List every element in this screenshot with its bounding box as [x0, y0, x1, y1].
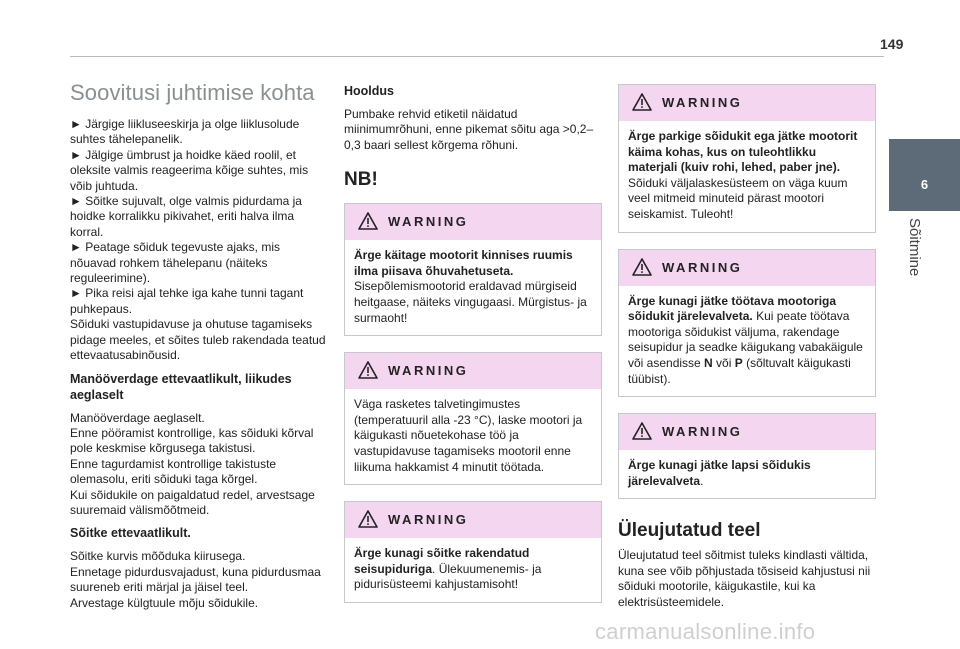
warning-triangle-icon [632, 258, 652, 276]
nb-heading: NB! [344, 169, 378, 191]
column-1 [70, 80, 328, 611]
careful-line: Ennetage pidurdusvajadust, kuna pidurdusmaa suureneb eriti märjal ja jäisel teel. [70, 564, 321, 595]
warning-text: Sisepõlemismootorid eraldavad mürgiseid heitgaase, näiteks vingugaasi. Mürgistus- ja surmaoht! [354, 279, 587, 325]
warning-text: (sõltuvalt käigukasti tüübist). [628, 355, 851, 386]
watermark: carmanualsonline.info [595, 619, 816, 644]
chapter-number: 6 [920, 177, 929, 192]
intro-line: ► Sõitke sujuvalt, olge valmis pidurdama ja hoidke korralikku pikivahet, eriti halva ilma korral. [70, 194, 302, 239]
section-title: Soovitusi juhtimise kohta [70, 80, 315, 105]
warning-box-ventilation [344, 203, 602, 336]
warning-label: WARNING [662, 424, 743, 440]
maneuver-line: Manööverdage aeglaselt. [70, 410, 205, 425]
warning-triangle-icon [358, 212, 378, 230]
warning-triangle-icon [358, 510, 378, 528]
maneuver-line: Enne tagurdamist kontrollige takistuste olemasolu, eriti sõiduki taga kõrgel. [70, 456, 277, 487]
warning-text: Kui peate töötava mootoriga sõidukist väljuma, rakendage seisupidur ja seadke käigukang vabakäigule või asendisse [628, 309, 863, 370]
warning-label: WARNING [388, 363, 469, 379]
warning-text: . [700, 473, 704, 488]
warning-bold-text: Ärge kunagi jätke lapsi sõidukis järelevalveta [628, 458, 811, 488]
warning-bold-text: Ärge kunagi sõitke rakendatud seisupiduriga [354, 546, 530, 576]
warning-header [619, 414, 875, 450]
flooded-road-heading: Üleujutatud teel [618, 520, 761, 542]
warning-box-fire [618, 84, 876, 233]
warning-bold-text: Ärge kunagi jätke töötava mootoriga sõidukit järelevalveta. [628, 293, 837, 324]
flooded-road-text: Üleujutatud teel sõitmist tuleks kindlasti vältida, kuna see võib põhjustada tõsiseid kahjustusi nii sõiduki mootorile, käigukastile, kui ka elektrisüsteemidele. [618, 548, 871, 609]
warning-box-children [618, 413, 876, 499]
warning-label: WARNING [662, 95, 743, 110]
warning-triangle-icon [632, 93, 652, 111]
warning-triangle-icon [632, 422, 652, 440]
chapter-label: Sõitmine [906, 218, 923, 277]
subheading-careful: Sõitke ettevaatlikult. [70, 526, 191, 541]
warning-header [345, 502, 601, 538]
gear-n-label: N [704, 355, 713, 370]
maneuver-line: Kui sõidukile on paigaldatud redel, arvestsage suuremaid välismõõtmeid. [70, 487, 315, 517]
warning-box-parking-brake [344, 501, 602, 603]
warning-label: WARNING [662, 259, 743, 275]
warning-triangle-icon [358, 361, 378, 379]
warning-header [619, 250, 875, 286]
warning-label: WARNING [388, 512, 469, 528]
subheading-maneuver: Manööverdage ettevaatlikult, liikudes aeglaselt [70, 371, 292, 402]
page-number: 149 [880, 36, 904, 52]
warning-header [345, 204, 601, 240]
gear-p-label: P [734, 355, 743, 370]
intro-line: ► Jälgige ümbrust ja hoidke käed roolil, et oleksite valmis reageerima kõige suhtes, mis võib juhtuda. [70, 147, 309, 193]
intro-line: ► Järgige liikluseeskirja ja olge liiklusolude suhtes tähelepanelik. [70, 117, 300, 147]
warning-text: Väga rasketes talvetingimustes (temperatuuril alla -23 °C), laske mootori ja käigukasti nõuetekohase töö ja vastupidavuse tagamiseks mootoril enne liikuma hakkamist 4 minutit töötada. [354, 397, 583, 474]
column-3 [618, 84, 876, 610]
warning-header [619, 85, 875, 121]
warning-bold-text: Ärge parkige sõidukit ega jätke mootorit käima kohas, kus on tuleohtlikku materjali (kuiv rohi, lehed, paber jne). [628, 129, 858, 175]
warning-text: Sõiduki väljalaskesüsteem on väga kuum veel mitmeid minuteid pärast mootori seiskamist. Tuleoht! [628, 175, 848, 221]
warning-label: WARNING [388, 214, 469, 230]
warning-bold-text: Ärge käitage mootorit kinnises ruumis ilma piisava õhuvahetuseta. [354, 248, 573, 278]
header-divider [70, 56, 884, 57]
maneuver-line: Enne pööramist kontrollige, kas sõiduki kõrval pole keskmise kõrgusega takistusi. [70, 425, 314, 456]
warning-text-or: või [712, 355, 735, 370]
chapter-label-wrapper [906, 218, 923, 288]
column-2 [344, 84, 602, 619]
maintenance-heading: Hooldus [344, 84, 394, 98]
warning-box-winter [344, 352, 602, 485]
careful-line: Sõitke kurvis mõõduka kiirusega. [70, 549, 246, 564]
careful-line: Arvestage külgtuule mõju sõidukile. [70, 595, 259, 610]
intro-line: Sõiduki vastupidavuse ja ohutuse tagamiseks pidage meeles, et sõites tuleb rakendada teatud ettevaatusabinõusid. [70, 317, 326, 363]
warning-box-unattended-engine [618, 249, 876, 398]
intro-line: ► Pika reisi ajal tehke iga kahe tunni tagant puhkepaus. [70, 286, 304, 316]
warning-text: . Ülekuumenemis- ja pidurisüsteemi kahjustamisoht! [354, 561, 542, 592]
intro-line: ► Peatage sõiduk tegevuste ajaks, mis nõuavad rohkem tähelepanu (näiteks reguleerimine). [70, 240, 280, 286]
maintenance-text: Pumbake rehvid etiketil näidatud miinimumrõhuni, enne pikemat sõitu aga >0,2–0,3 baari sellest kõrgema rõhuni. [344, 107, 594, 152]
warning-header [345, 353, 601, 389]
chapter-tab[interactable] [889, 139, 960, 211]
